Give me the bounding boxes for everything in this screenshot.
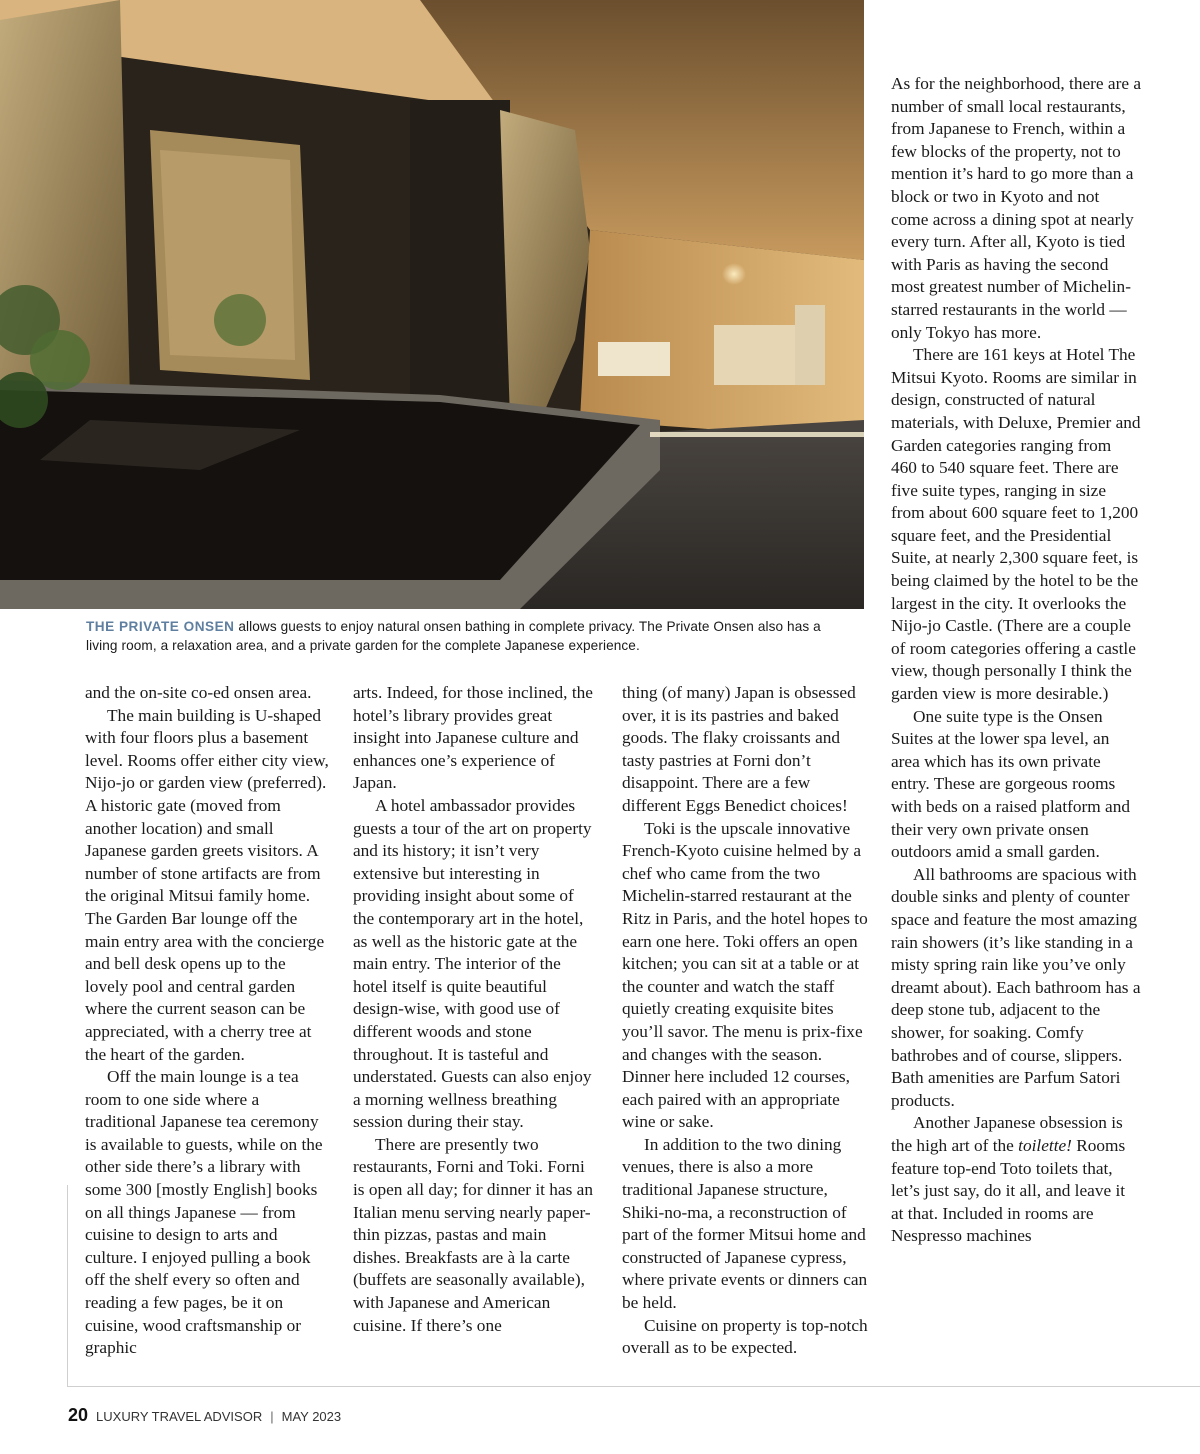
photo-caption (86, 617, 856, 655)
paragraph: There are 161 keys at Hotel The Mitsui Kyoto. Rooms are similar in design, constructed of natural materials, with Deluxe, Premier and Garden categories ranging from 460 to 540 square feet. There are five suite types, ranging in size from about 600 square feet to 1,200 square feet, and the Presidential Suite, at nearly 2,300 square feet, is being claimed by the hotel to be the largest in the city. It overlooks the Nijo-jo Castle. (There are a couple of room categories offering a castle view, though personally I think the garden view is more desirable.) (891, 345, 1141, 704)
footer-separator: | (270, 1409, 274, 1424)
paragraph: One suite type is the Onsen Suites at the lower spa level, an area which has its own private entry. These are gorgeous rooms with beds on a raised platform and their very own private onsen outdoors amid a small garden. (891, 706, 1130, 862)
paragraph: and the on-site co-ed onsen area. (85, 683, 312, 702)
paragraph: Off the main lounge is a tea room to one side where a traditional Japanese tea ceremony is available to guests, while on the other side there’s a library with some 300 [mostly English] books on all things Japanese — from cuisine to design to arts and culture. I enjoyed pulling a book off the shelf every so often and reading a few pages, be it on cuisine, wood craftsmanship or graphic (85, 1067, 323, 1358)
page-footer (68, 1405, 341, 1426)
paragraph: In addition to the two dining venues, there is also a more traditional Japanese structure, Shiki-no-ma, a reconstruction of part of the former Mitsui home and constructed of Japanese cypress, where private events or dinners can be held. (622, 1134, 868, 1313)
article-column-2 (353, 682, 598, 1337)
paragraph: The main building is U-shaped with four floors plus a basement level. Rooms offer either city view, Nijo-jo or garden view (preferred). A historic gate (moved from another location) and small Japanese garden greets visitors. A number of stone artifacts are from the original Mitsui family home. The Garden Bar lounge off the main entry area with the concierge and bell desk opens up to the lovely pool and central garden where the current season can be appreciated, with a cherry tree at the heart of the garden. (85, 705, 329, 1064)
paragraph: As for the neighborhood, there are a number of small local restaurants, from Japanese to French, within a few blocks of the property, not to mention it’s hard to go more than a block or two in Kyoto and not come across a dining spot at nearly every turn. After all, Kyoto is tied with Paris as having the second most greatest number of Michelin-starred restaurants in the world — only Tokyo has more. (891, 74, 1142, 342)
footer-rule-vertical (67, 1185, 68, 1387)
article-column-4 (891, 73, 1141, 1248)
onsen-photo (0, 0, 864, 609)
paragraph: arts. Indeed, for those inclined, the hotel’s library provides great insight into Japanese culture and enhances one’s experience of Japan. (353, 683, 593, 793)
article-column-3 (622, 682, 868, 1360)
paragraph: Cuisine on property is top-notch overall as to be expected. (622, 1315, 868, 1358)
italic-word: toilette! (1018, 1135, 1072, 1155)
paragraph: Toki is the upscale innovative French-Kyoto cuisine helmed by a chef who came from the two Michelin-starred restaurant at the Ritz in Paris, and the hotel hopes to earn one here. Toki offers an open kitchen; you can sit at a table or at the counter and watch the staff quietly creating exquisite bites you’ll savor. The menu is prix-fixe and changes with the season. Dinner here included 12 courses, each paired with an appropriate wine or sake. (622, 818, 868, 1132)
paragraph: A hotel ambassador provides guests a tour of the art on property and its history; it isn’t very extensive but interesting in providing insight about some of the contemporary art in the hotel, as well as the historic gate at the main entry. The interior of the hotel itself is quite beautiful design-wise, with good use of different woods and stone throughout. It is tasteful and understated. Guests can also enjoy a morning wellness breathing session during their stay. (353, 795, 592, 1132)
footer-rule-horizontal (67, 1386, 1200, 1387)
page-number: 20 (68, 1405, 89, 1425)
article-column-1 (85, 682, 330, 1360)
issue-date: MAY 2023 (281, 1409, 342, 1424)
caption-lead: THE PRIVATE ONSEN (86, 619, 235, 634)
text-run: Another Japanese obsession is the high art of the (891, 1113, 1123, 1155)
text-run: Rooms feature top-end Toto toilets that, let’s just say, do it all, and leave it at that. Included in rooms are Nespresso machines (891, 1135, 1126, 1246)
paragraph (891, 1112, 1141, 1248)
caption-text: allows guests to enjoy natural onsen bathing in complete privacy. The Private Onsen also has a living room, a relaxation area, and a private garden for the complete Japanese experience. (86, 619, 821, 653)
paragraph: There are presently two restaurants, Forni and Toki. Forni is open all day; for dinner it has an Italian menu serving nearly paper-thin pizzas, pastas and main dishes. Breakfasts are à la carte (buffets are seasonally available), with Japanese and American cuisine. If there’s one (353, 1134, 593, 1335)
publication-name: LUXURY TRAVEL ADVISOR (96, 1409, 263, 1424)
paragraph: thing (of many) Japan is obsessed over, it is its pastries and baked goods. The flaky croissants and tasty pastries at Forni don’t disappoint. There are a few different Eggs Benedict choices! (622, 683, 856, 815)
paragraph: All bathrooms are spacious with double sinks and plenty of counter space and feature the most amazing rain showers (it’s like standing in a misty spring rain like you’ve only dreamt about). Each bathroom has a deep stone tub, adjacent to the shower, for soaking. Comfy bathrobes and of course, slippers. Bath amenities are Parfum Satori products. (891, 864, 1141, 1110)
